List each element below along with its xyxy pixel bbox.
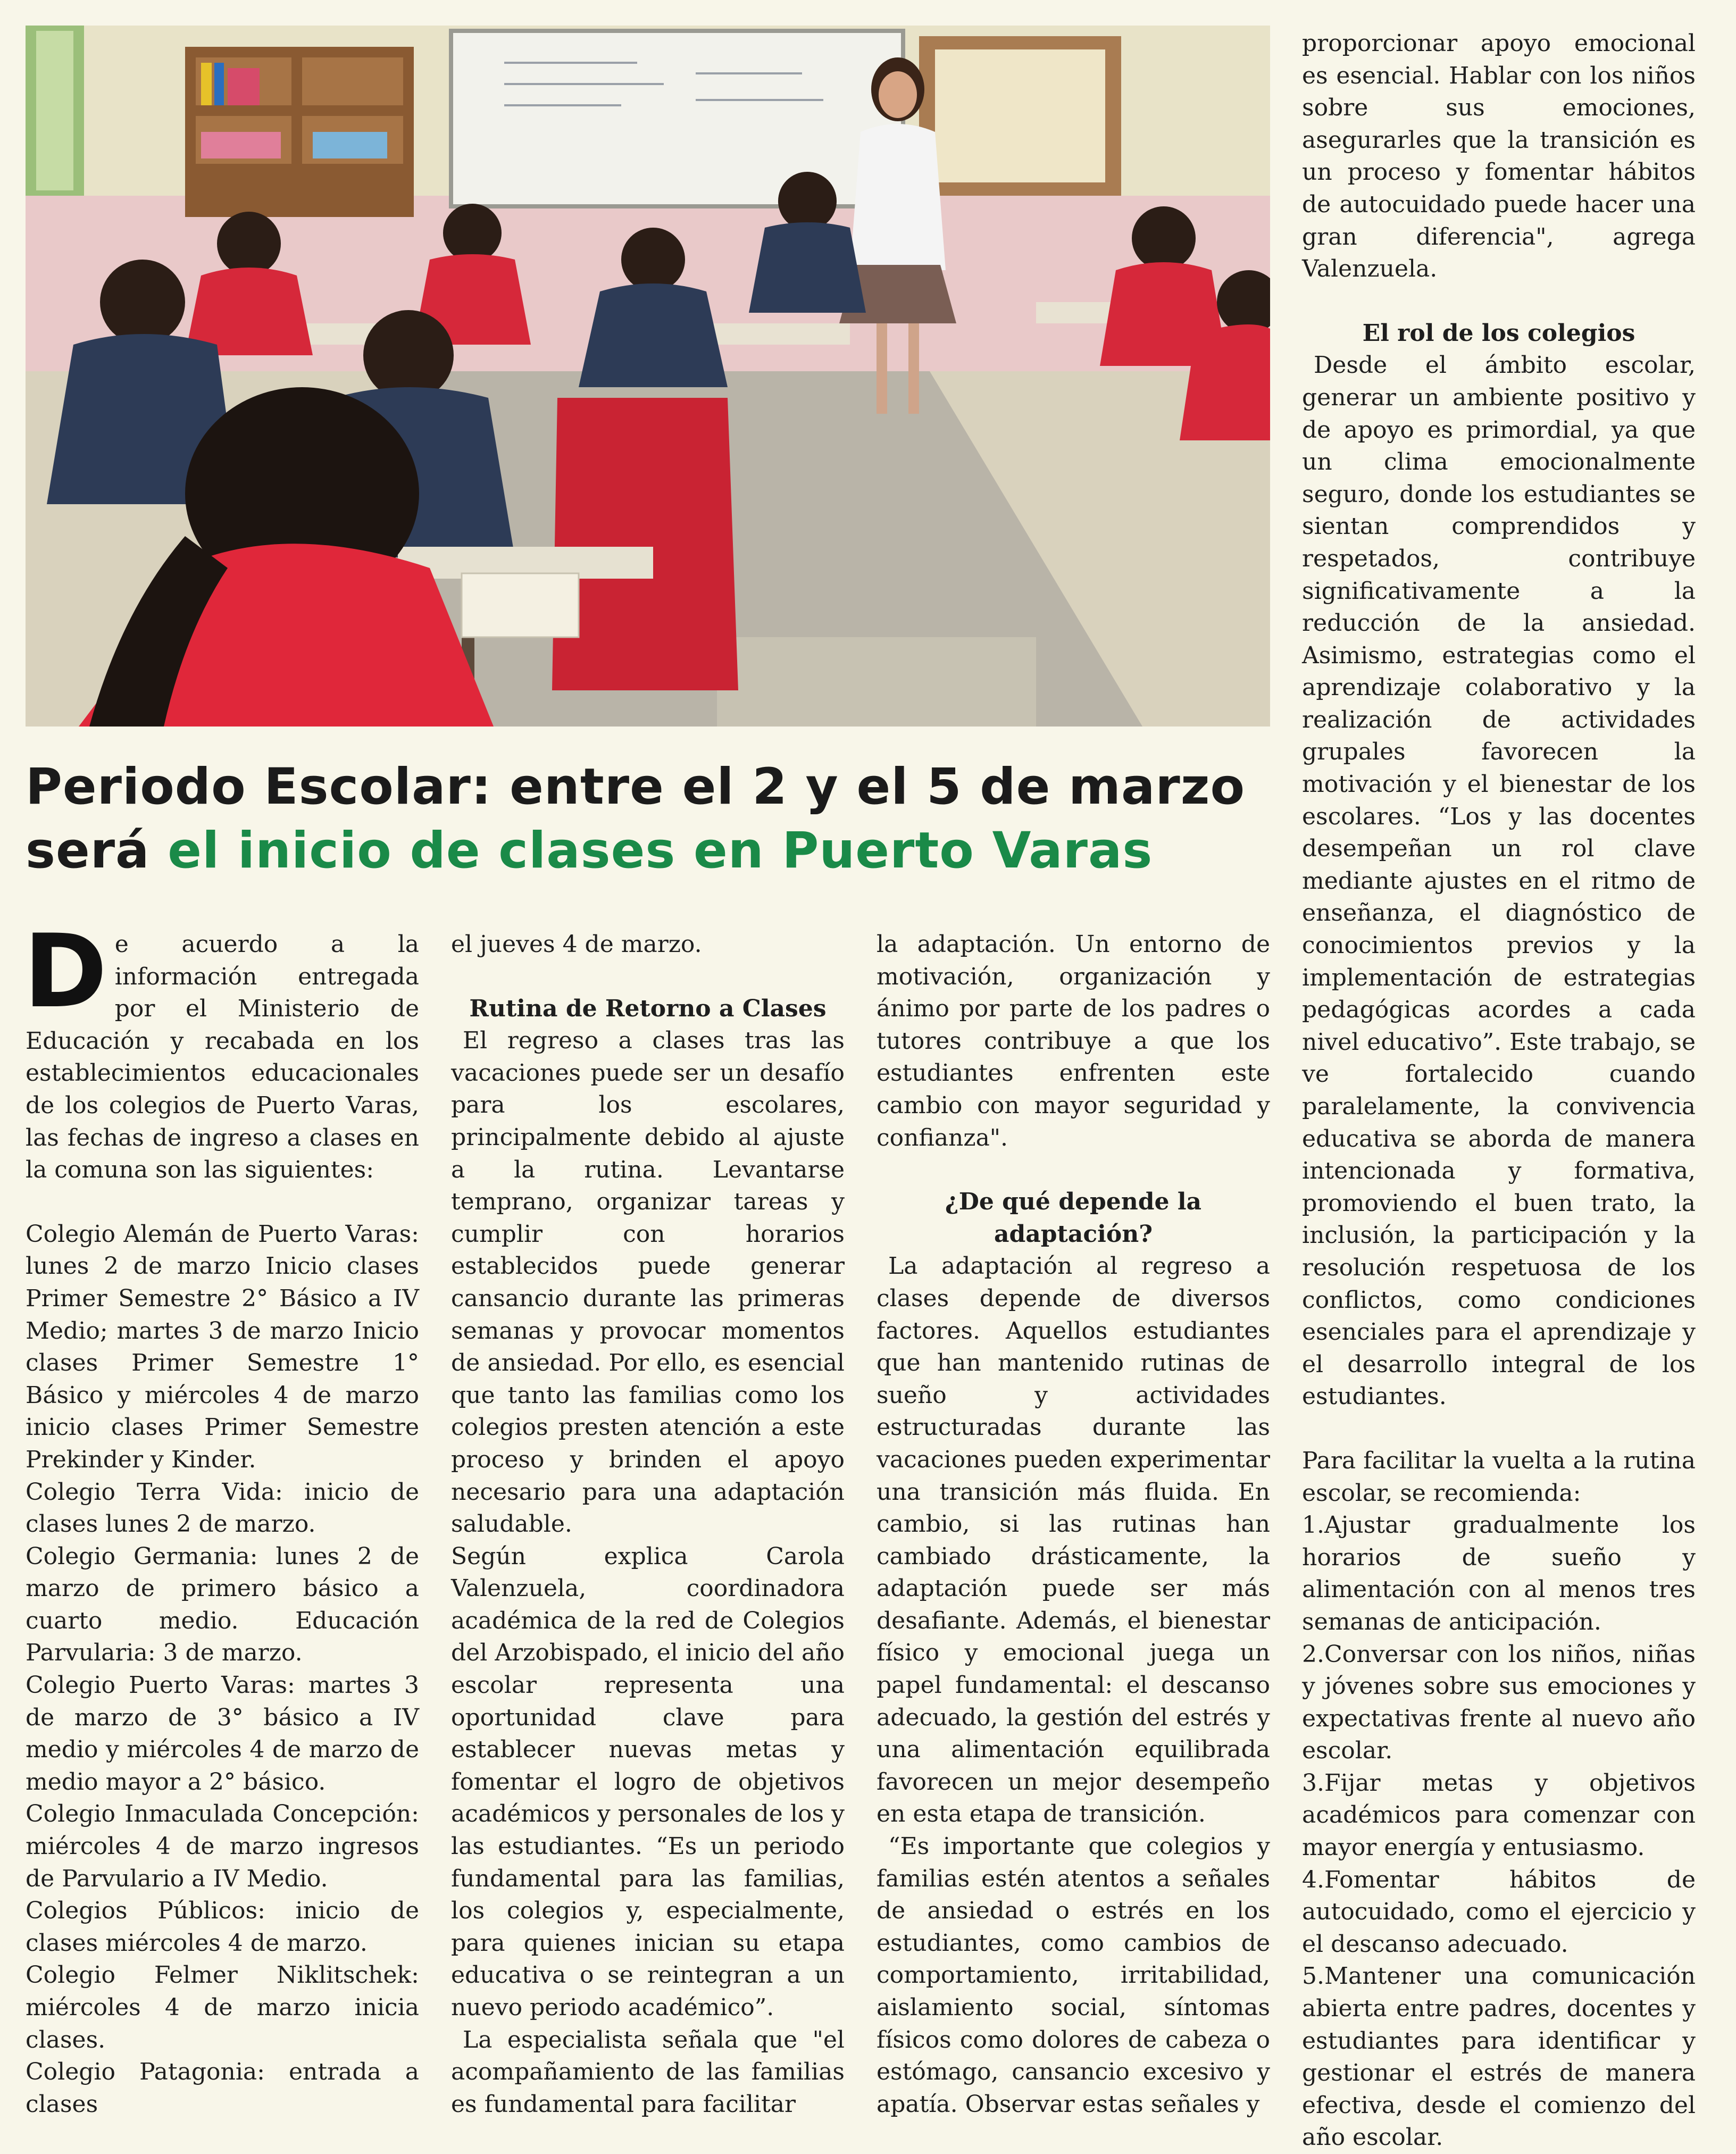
continuation-text: el jueves 4 de marzo. [451, 931, 702, 958]
drop-cap: D [23, 913, 107, 1030]
bookshelf [185, 47, 414, 217]
school-entry: Colegios Públicos: inicio de clases miércoles 4 de marzo. [26, 1897, 419, 1957]
paragraph: La adaptación al regreso a clases depende de diversos factores. Aquellos estudiantes que han mantenido rutinas de sueño y actividades estructuradas durante las vacaciones pueden experimentar una transición más fluida. En cambio, si las rutinas han cambiado drásticamente, la adaptación puede ser más desafiante. Además, el bienestar físico y emocional juega un papel fundamental: el descanso adecuado, la gestión del estrés y una alimentación equilibrada favorecen un mejor desempeño en esta etapa de transición. [877, 1253, 1270, 1828]
tip-item: 3.Fijar metas y objetivos académicos para comenzar con mayor energía y entusiasmo. [1302, 1769, 1696, 1861]
article-column-1 [23, 913, 419, 2120]
tip-item: 2.Conversar con los niños, niñas y jóvenes sobre sus emociones y expectativas frente al nuevo año escolar. [1302, 1640, 1696, 1765]
paragraph: proporcionar apoyo emocional es esencial. Hablar con los niños sobre sus emociones, asegurarles que la transición es un proceso y fomentar hábitos de autocuidado puede hacer una gran diferencia", agrega Valenzuela. [1302, 30, 1696, 283]
paragraph: La especialista señala que "el acompañamiento de las familias es fundamental para facilitar [451, 2026, 845, 2118]
red-jacket [552, 398, 738, 690]
tip-item: 4.Fomentar hábitos de autocuidado, como el ejercicio y el descanso adecuado. [1302, 1866, 1696, 1958]
school-entry: Colegio Patagonia: entrada a clases [26, 2058, 419, 2118]
paragraph: Desde el ámbito escolar, generar un ambiente positivo y de apoyo es primordial, ya que un clima emocionalmente seguro, donde los estudiantes se sientan comprendidos y respetados, contribuye significativamente a la reducción de la ansiedad. Asimismo, estrategias como el aprendizaje colaborativo y la realización de actividades grupales favorecen la motivación y el bienestar de los escolares. “Los y las docentes desempeñan un rol clave mediante ajustes en el ritmo de enseñanza, el diagnóstico de conocimientos previos y la implementación de estrategias pedagógicas acordes a cada nivel educativo”. Este trabajo, se ve fortalecido cuando paralelamente, la convivencia educativa se aborda de manera intencionada y formativa, promoviendo el buen trato, la inclusión, la participación y la resolución respetuosa de los conflictos, como condiciones esenciales para el aprendizaje y el desarrollo integral de los estudiantes. [1302, 352, 1696, 1410]
classroom-illustration [26, 26, 1270, 727]
article-column-3 [877, 929, 1270, 2120]
whiteboard [451, 31, 903, 206]
paragraph: “Es importante que colegios y familias estén atentos a señales de ansiedad o estrés en los estudiantes, como cambios de comportamiento, irritabilidad, aislamiento social, síntomas físicos como dolores de cabeza o estómago, cansancio excesivo y apatía. Observar estas señales y [877, 1833, 1270, 2118]
article-column-2 [451, 929, 845, 2120]
school-entry: Colegio Germania: lunes 2 de marzo de primero básico a cuarto medio. Educación Parvularia: 3 de marzo. [26, 1542, 419, 1667]
subhead-rol-colegios: El rol de los colegios [1362, 319, 1635, 347]
classroom-photo [26, 26, 1270, 727]
article-column-4 [1302, 28, 1696, 2154]
paragraph: El regreso a clases tras las vacaciones puede ser un desafío para los escolares, principalmente debido al ajuste a la rutina. Levantarse temprano, organizar tareas y cumplir con horarios establecidos puede generar cansancio durante las primeras semanas y provocar momentos de ansiedad. Por ello, es esencial que tanto las familias como los colegios presten atención a este proceso y brinden el apoyo necesario para una adaptación saludable. [451, 1027, 845, 1538]
wall-poster [935, 49, 1105, 182]
school-entry: Colegio Alemán de Puerto Varas: lunes 2 de marzo Inicio clases Primer Semestre 2° Básico a IV Medio; martes 3 de marzo Inicio clases Primer Semestre 1° Básico y miércoles 4 de marzo inicio clases Primer Semestre Prekinder y Kinder. [26, 1220, 419, 1473]
intro-paragraph [23, 913, 419, 1187]
headline [26, 755, 1270, 883]
tip-item: 5.Mantener una comunicación abierta entre padres, docentes y estudiantes para identificar y gestionar el estrés de manera efectiva, desde el comienzo del año escolar. [1302, 1963, 1696, 2151]
subhead-rutina: Rutina de Retorno a Clases [469, 995, 827, 1022]
school-entry: Colegio Felmer Niklitschek: miércoles 4 de marzo inicia clases. [26, 1961, 419, 2053]
headline-line2-green: el inicio de clases en Puerto Varas [168, 822, 1153, 880]
headline-line2-black: será [26, 822, 168, 880]
paragraph: Para facilitar la vuelta a la rutina escolar, se recomienda: [1302, 1447, 1696, 1507]
headline-line1: Periodo Escolar: entre el 2 y el 5 de marzo [26, 758, 1246, 816]
intro-text: e acuerdo a la información entregada por el Ministerio de Educación y recabada en los establecimientos educacionales de los colegios de Puerto Varas, las fechas de ingreso a clases en la comuna son las siguientes: [26, 931, 419, 1184]
tip-item: 1.Ajustar gradualmente los horarios de sueño y alimentación con al menos tres semanas de anticipación. [1302, 1512, 1696, 1635]
subhead-adaptacion: ¿De qué depende la adaptación? [945, 1188, 1202, 1248]
school-entry: Colegio Inmaculada Concepción: miércoles 4 de marzo ingresos de Parvulario a IV Medio. [26, 1800, 419, 1892]
paragraph: la adaptación. Un entorno de motivación, organización y ánimo por parte de los padres o tutores contribuye a que los estudiantes enfrenten este cambio con mayor seguridad y confianza". [877, 931, 1270, 1151]
paragraph: Según explica Carola Valenzuela, coordinadora académica de la red de Colegios del Arzobispado, el inicio del año escolar representa una oportunidad clave para establecer nuevas metas y fomentar el logro de objetivos académicos y personales de los y las estudiantes. “Es un periodo fundamental para las familias, los colegios y, especialmente, para quienes inician su etapa educativa o se reintegran a un nuevo periodo académico”. [451, 1542, 845, 2021]
school-entry: Colegio Puerto Varas: martes 3 de marzo de 3° básico a IV medio y miércoles 4 de marzo de medio mayor a 2° básico. [26, 1672, 419, 1796]
school-entry: Colegio Terra Vida: inicio de clases lunes 2 de marzo. [26, 1478, 419, 1538]
